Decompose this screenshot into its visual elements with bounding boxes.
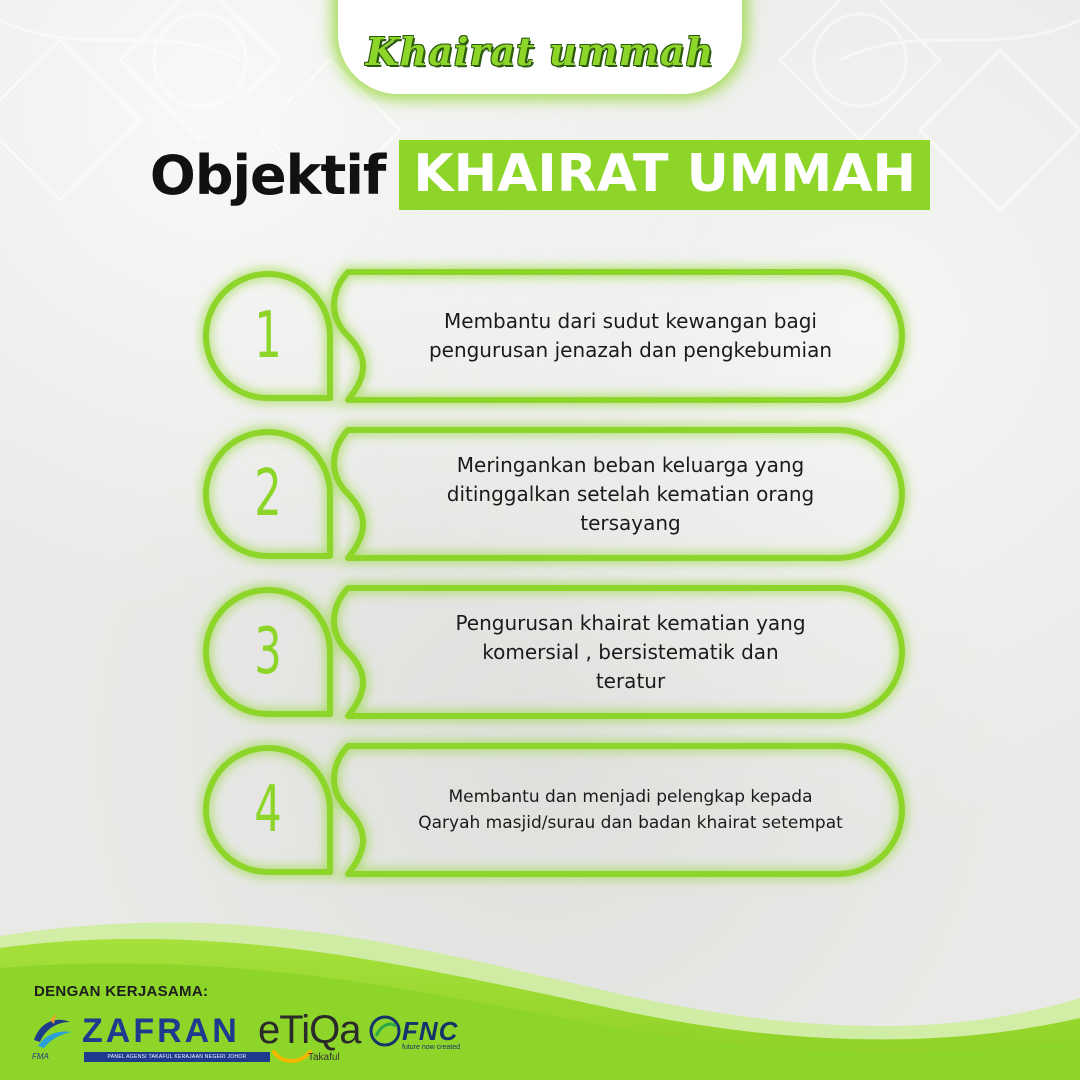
fnc-emblem-icon [368,1014,402,1048]
title-plain: Objektif [149,143,386,207]
objective-text [358,424,903,564]
partners-label: DENGAN KERJASAMA: [34,983,209,1000]
objective-number: 2 [254,457,282,531]
objective-line: Qaryah masjid/surau dan badan khairat setempat [418,813,843,833]
objective-line: tersayang [580,510,681,535]
title-highlight: KHAIRAT UMMAH [399,140,930,210]
fma-logo-text: FMA [32,1052,49,1061]
etiqa-wordmark: eTiQa [258,1008,361,1052]
objective-line: Membantu dan menjadi pelengkap kepada [448,787,813,807]
objective-text [358,582,903,722]
objective-number: 1 [254,299,282,373]
etiqa-smile-icon [272,1050,312,1064]
objective-line: komersial , bersistematik dan [482,639,779,664]
zafran-tagline: PANEL AGENSI TAKAFUL KERAJAAN NEGERI JOHOR [84,1052,270,1062]
objective-number: 4 [254,773,282,847]
fnc-subtitle: future now created [402,1044,460,1051]
partner-logos [30,1008,490,1072]
objective-line: Membantu dari sudut kewangan bagi [444,309,817,333]
brand-logo-text: Khairat ummah [365,29,715,74]
objective-number: 3 [254,615,282,689]
zafran-logo [82,1012,272,1064]
objective-line: pengurusan jenazah dan pengkebumian [428,338,833,362]
objective-line: Pengurusan khairat kematian yang [455,610,806,635]
page-title [0,140,1080,210]
fma-logo [30,1012,75,1064]
zafran-wordmark: ZAFRAN [82,1012,240,1050]
objective-item-3 [198,582,908,722]
objective-line: teratur [595,668,666,693]
etiqa-logo [258,1008,361,1070]
objective-item-2 [198,424,908,564]
fnc-logo [368,1012,478,1064]
objective-line: ditinggalkan setelah kematian orang [446,481,815,506]
fnc-wordmark: FNC [402,1016,459,1046]
fma-emblem-icon [30,1012,75,1052]
objective-text [358,266,903,406]
objective-line: Meringankan beban keluarga yang [456,452,805,477]
etiqa-subtitle: Takaful [308,1052,340,1063]
objective-item-1 [198,266,908,406]
objective-text [358,740,903,880]
brand-header [338,0,742,94]
objective-item-4 [198,740,908,880]
